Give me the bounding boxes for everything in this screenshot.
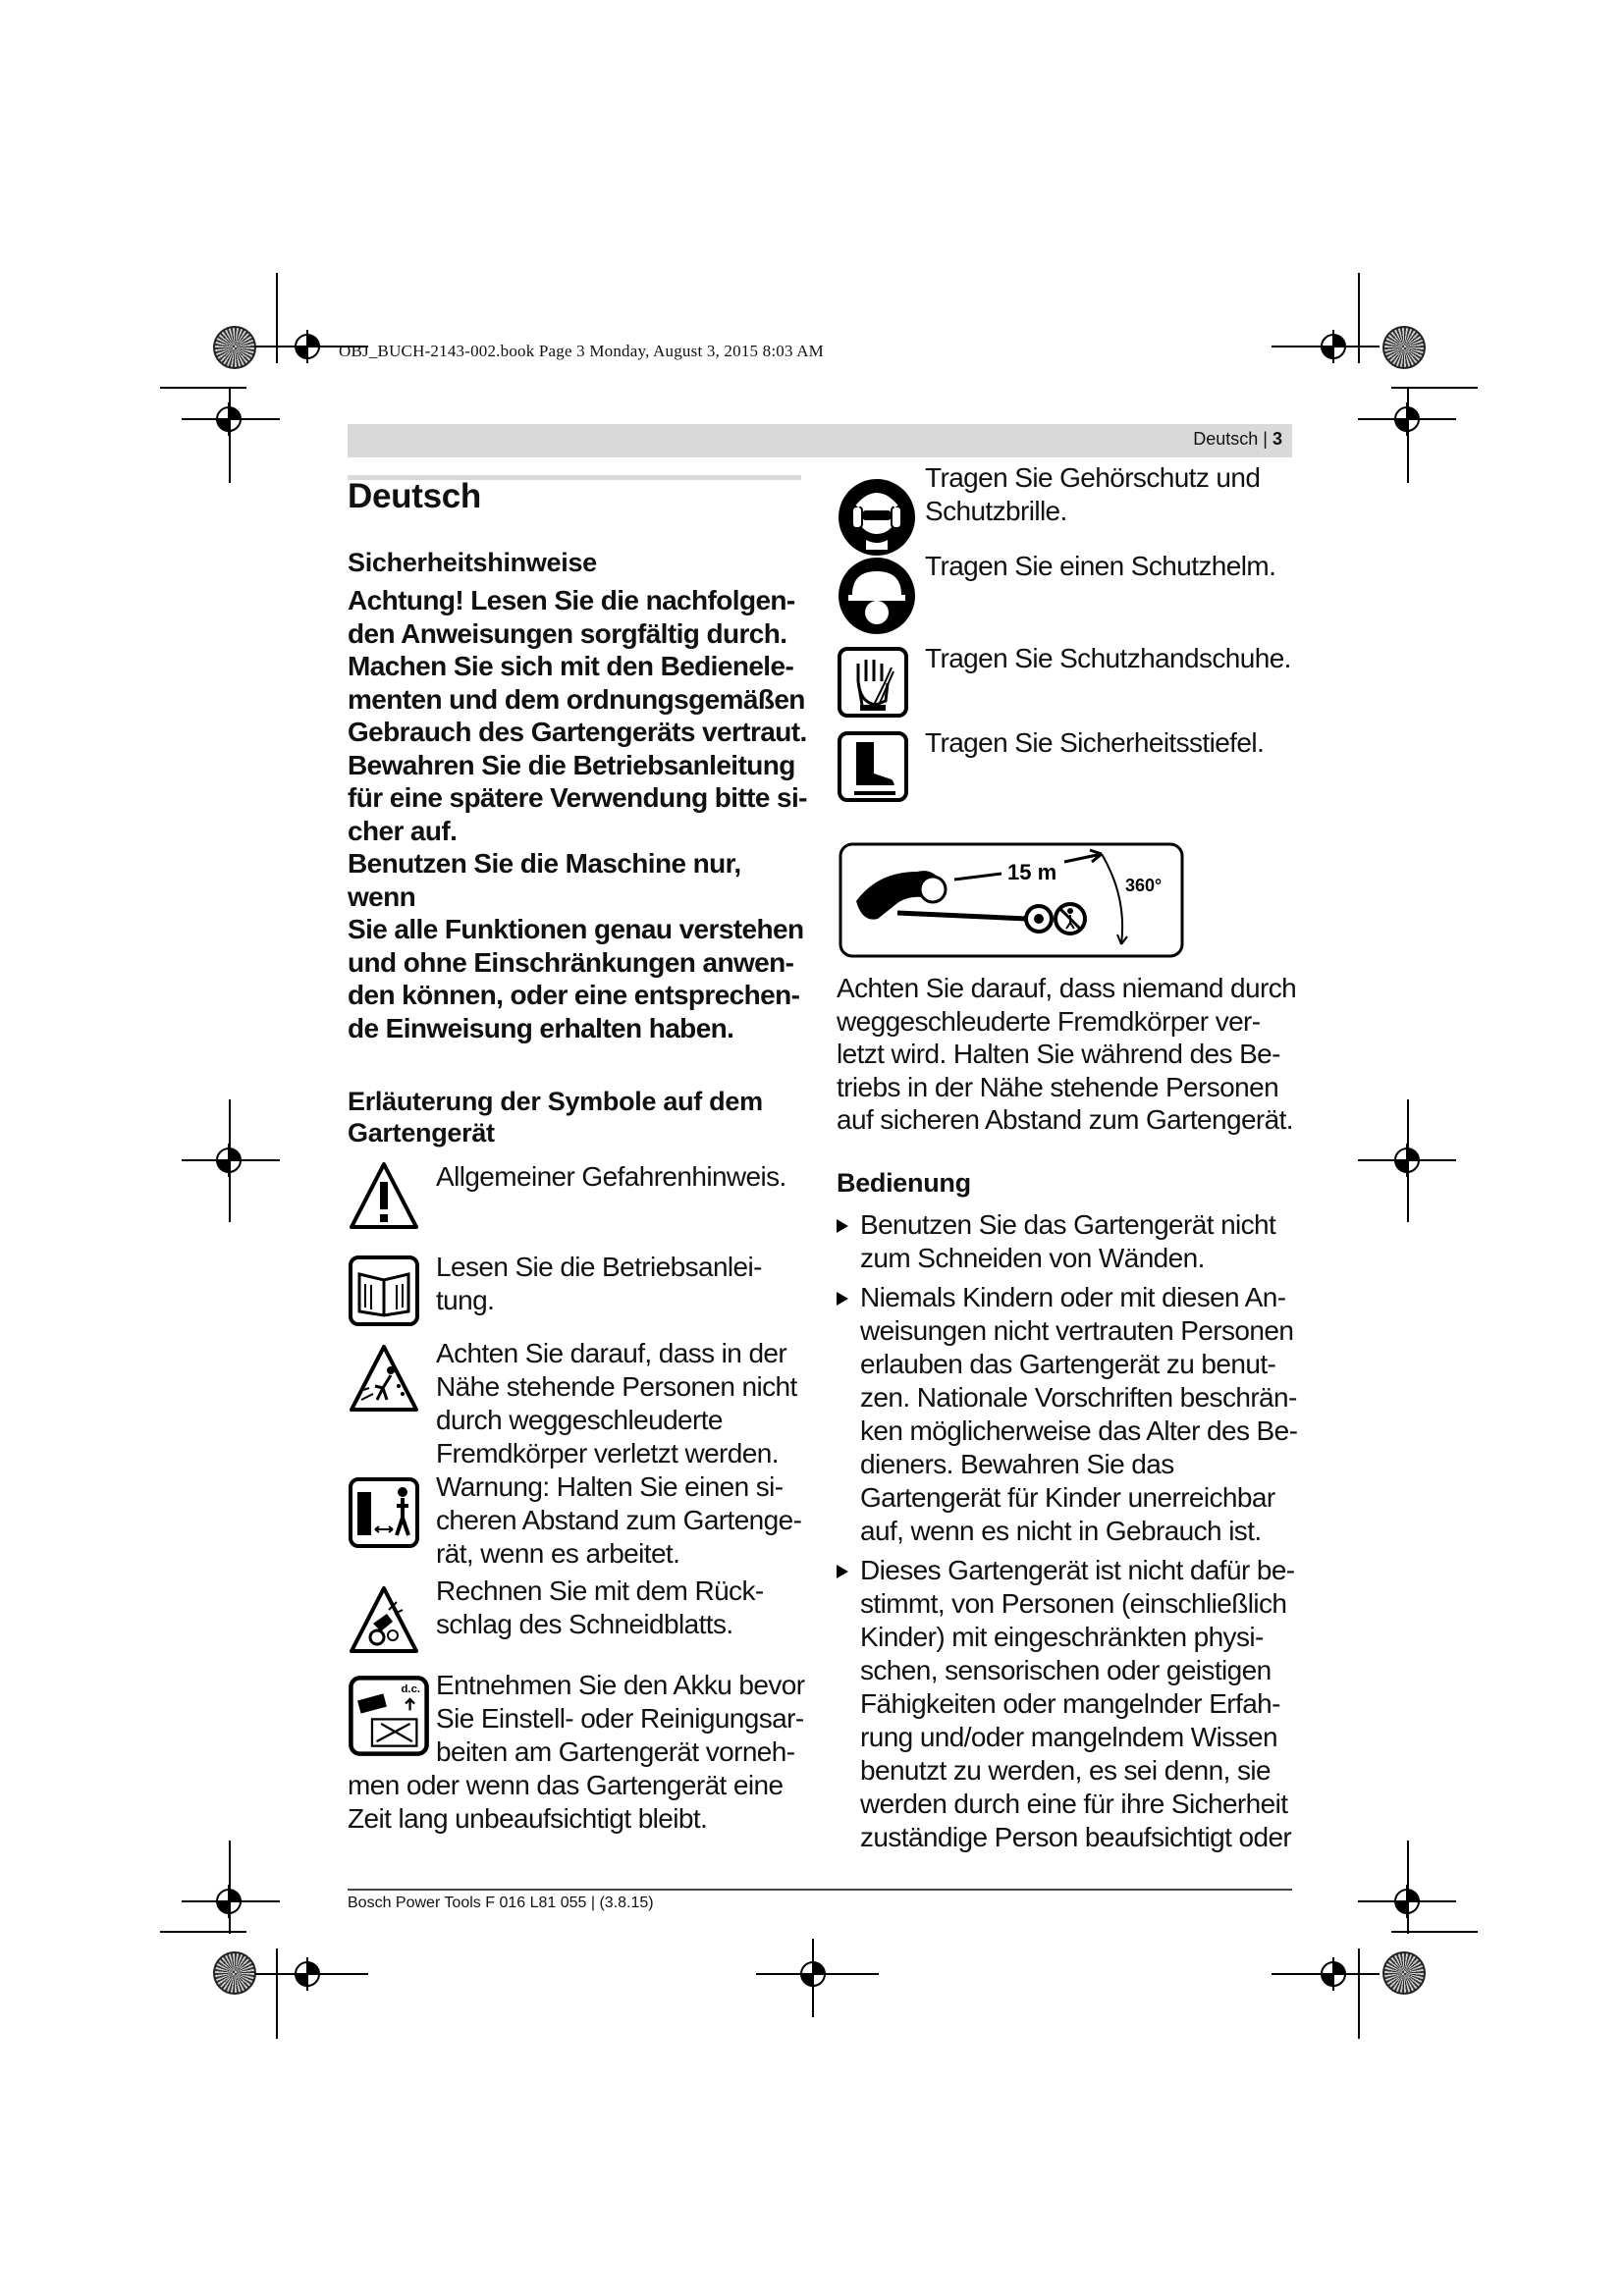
symbol-text-line: Sie Einstell- oder Reinigungsar- (436, 1703, 804, 1734)
warning-line: menten und dem ordnungsgemäßen (348, 683, 805, 715)
symbol-row (348, 1251, 809, 1337)
bullet-triangle-icon (837, 1292, 848, 1306)
ppe-text-line: Tragen Sie Sicherheitsstiefel. (925, 727, 1265, 758)
symbol-row (348, 1337, 809, 1470)
list-item (837, 1208, 1298, 1275)
ppe-text (925, 642, 1298, 675)
ppe-text-line: Tragen Sie Gehörschutz und (925, 462, 1261, 493)
helmet-icon (837, 556, 917, 636)
svg-text:d.c.: d.c. (401, 1683, 421, 1696)
gloves-icon (837, 646, 909, 719)
symbol-row (348, 1575, 809, 1669)
ppe-row (837, 550, 1298, 642)
ppe-row (837, 642, 1298, 726)
symbol-text-line: schlag des Schneidblatts. (436, 1609, 733, 1639)
ppe-text (925, 461, 1298, 528)
symbols-heading-line: Gartengerät (348, 1118, 495, 1148)
ppe-text (925, 726, 1298, 760)
symbol-text-line: Entnehmen Sie den Akku bevor (436, 1670, 805, 1700)
list-item-line: zuständige Person beaufsichtigt oder (860, 1821, 1292, 1852)
warning-line: für eine spätere Verwendung bitte si- (348, 782, 807, 813)
distance-text-line: auf sicheren Abstand zum Gartengerät. (837, 1104, 1293, 1135)
symbol-text (436, 1575, 809, 1641)
footer-text: Bosch Power Tools F 016 L81 055 | (3.8.15) (348, 1895, 654, 1911)
list-item-line: zen. Nationale Vorschriften beschrän- (860, 1381, 1297, 1413)
distance-360-graphic (839, 842, 1184, 958)
print-info-line: OBJ_BUCH-2143-002.book Page 3 Monday, August 3, 2015 8:03 AM (339, 342, 824, 360)
distance-text (837, 972, 1298, 1137)
symbol-text-line: Zeit lang unbeaufsichtigt bleibt. (348, 1803, 708, 1834)
symbol-text-line: rät, wenn es arbeitet. (436, 1538, 680, 1569)
list-item-line: Dieses Gartengerät ist nicht dafür be- (860, 1554, 1295, 1585)
symbol-text-line: Nähe stehende Personen nicht (436, 1371, 797, 1402)
list-item-line: dieners. Bewahren Sie das (860, 1448, 1174, 1479)
symbols-heading-line: Erläuterung der Symbole auf dem (348, 1087, 763, 1116)
thrown-objects-icon (348, 1343, 420, 1415)
general-hazard-icon (348, 1160, 420, 1233)
warning-line: Sie alle Funktionen genau verstehen (348, 914, 804, 944)
distance-label: 15 m (1007, 860, 1057, 884)
list-item-line: Gartengerät für Kinder unerreichbar (860, 1481, 1275, 1513)
safety-warning (348, 584, 809, 1044)
ppe-row (837, 726, 1298, 842)
list-item-line: Fähigkeiten oder mangelnder Erfah- (860, 1687, 1280, 1719)
trimmer-hub (1034, 914, 1044, 924)
list-item-line: zum Schneiden von Wänden. (860, 1242, 1205, 1273)
list-item-line: werden durch eine für ihre Sicherheit (860, 1788, 1288, 1819)
symbol-text-line: beiten am Gartengerät vorneh- (436, 1736, 795, 1767)
registration-disc-icon (213, 1951, 256, 1995)
list-item-line: stimmt, von Personen (einschließlich (860, 1587, 1287, 1619)
symbol-text-line: Warnung: Halten Sie einen si- (436, 1471, 784, 1502)
running-head (348, 424, 1292, 457)
warning-line: den können, oder eine entsprechen- (348, 980, 800, 1010)
no-persons-head (1067, 908, 1073, 914)
operation-heading: Bedienung (837, 1167, 971, 1198)
symbol-text-line: tung. (436, 1285, 495, 1315)
page-number: 3 (1272, 429, 1282, 449)
operation-list (837, 1208, 1298, 1854)
symbol-text-line: Allgemeiner Gefahrenhinweis. (436, 1161, 786, 1192)
list-item (837, 1554, 1298, 1854)
footer-rule (348, 1889, 1292, 1891)
registration-disc-icon (213, 326, 256, 369)
list-item (837, 1281, 1298, 1548)
symbol-row (348, 1160, 809, 1251)
list-item-line: ken möglicherweise das Alter des Be- (860, 1415, 1298, 1446)
bullet-triangle-icon (837, 1219, 848, 1233)
symbol-row (348, 1470, 809, 1575)
warning-line: cher auf. (348, 815, 458, 846)
list-item-line: weisungen nicht vertrauten Personen (860, 1314, 1294, 1346)
running-head-language: Deutsch (1193, 429, 1259, 449)
list-item-line: Benutzen Sie das Gartengerät nicht (860, 1208, 1276, 1240)
ppe-text-line: Tragen Sie Schutzhandschuhe. (925, 643, 1291, 673)
symbols-heading (348, 1086, 809, 1148)
symbol-text-line: Rechnen Sie mit dem Rück- (436, 1575, 764, 1606)
list-item-line: Kinder) mit eingeschränkten physi- (860, 1621, 1264, 1652)
ppe-text-line: Schutzbrille. (925, 496, 1067, 526)
ppe-text-line: Tragen Sie einen Schutzhelm. (925, 551, 1276, 581)
angle-label: 360° (1125, 876, 1163, 895)
warning-line: Bewahren Sie die Betriebsanleitung (348, 749, 795, 780)
blade-kickback-icon (348, 1584, 420, 1657)
ppe-row (837, 461, 1298, 550)
symbol-row (348, 1669, 809, 1836)
safety-heading: Sicherheitshinweise (348, 548, 597, 577)
left-column (348, 477, 809, 1836)
distance-text-line: Achten Sie darauf, dass niemand durch (837, 973, 1297, 1003)
warning-line: Achtung! Lesen Sie die nachfolgen- (348, 585, 795, 615)
symbol-text-line: cheren Abstand zum Gartenge- (436, 1505, 802, 1535)
warning-line: Gebrauch des Gartengeräts vertraut. (348, 717, 807, 747)
list-item-line: benutzt zu werden, es sei denn, sie (860, 1754, 1271, 1786)
ppe-text (925, 550, 1298, 583)
warning-line: Benutzen Sie die Maschine nur, wenn (348, 848, 741, 912)
symbol-text-line: Fremdkörper verletzt werden. (436, 1438, 779, 1468)
symbol-text (436, 1160, 809, 1194)
operator-head (920, 877, 946, 902)
running-head-separator: | (1258, 429, 1272, 449)
symbol-text-line: men oder wenn das Gartengerät eine (348, 1770, 784, 1800)
list-item-line: schen, sensorischen oder geistigen (860, 1654, 1272, 1685)
symbol-text (436, 1251, 809, 1317)
warning-line: Machen Sie sich mit den Bedienele- (348, 651, 794, 681)
warning-line: und ohne Einschränkungen anwen- (348, 946, 794, 978)
list-item-line: Niemals Kindern oder mit diesen An- (860, 1281, 1286, 1312)
ear-eye-protection-icon (837, 477, 917, 558)
symbol-text (436, 1470, 809, 1571)
right-column (837, 461, 1298, 1860)
running-head-text (1193, 429, 1282, 450)
read-manual-icon (348, 1255, 420, 1327)
page-title: Deutsch (348, 477, 481, 515)
symbol-text (436, 1337, 809, 1470)
distance-text-line: letzt wird. Halten Sie während des Be- (837, 1039, 1280, 1069)
list-item-line: erlauben das Gartengerät zu benut- (860, 1348, 1276, 1379)
list-item-line: auf, wenn es nicht in Gebrauch ist. (860, 1515, 1262, 1546)
symbol-text-line: Achten Sie darauf, dass in der (436, 1338, 787, 1368)
distance-text-line: triebs in der Nähe stehende Personen (837, 1071, 1279, 1102)
boots-icon (837, 730, 909, 803)
symbol-text-line: Lesen Sie die Betriebsanlei- (436, 1252, 762, 1282)
warning-line: den Anweisungen sorgfältig durch. (348, 617, 787, 649)
remove-battery-icon (348, 1675, 430, 1757)
safe-distance-icon (348, 1476, 420, 1549)
distance-text-line: weggeschleuderte Fremdkörper ver- (837, 1005, 1261, 1037)
symbol-text-line: durch weggeschleuderte (436, 1405, 723, 1435)
list-item-line: rung und/oder mangelndem Wissen (860, 1721, 1277, 1752)
warning-line: de Einweisung erhalten haben. (348, 1012, 734, 1043)
bullet-triangle-icon (837, 1565, 848, 1578)
registration-disc-icon (1382, 1951, 1426, 1995)
registration-disc-icon (1382, 326, 1426, 369)
